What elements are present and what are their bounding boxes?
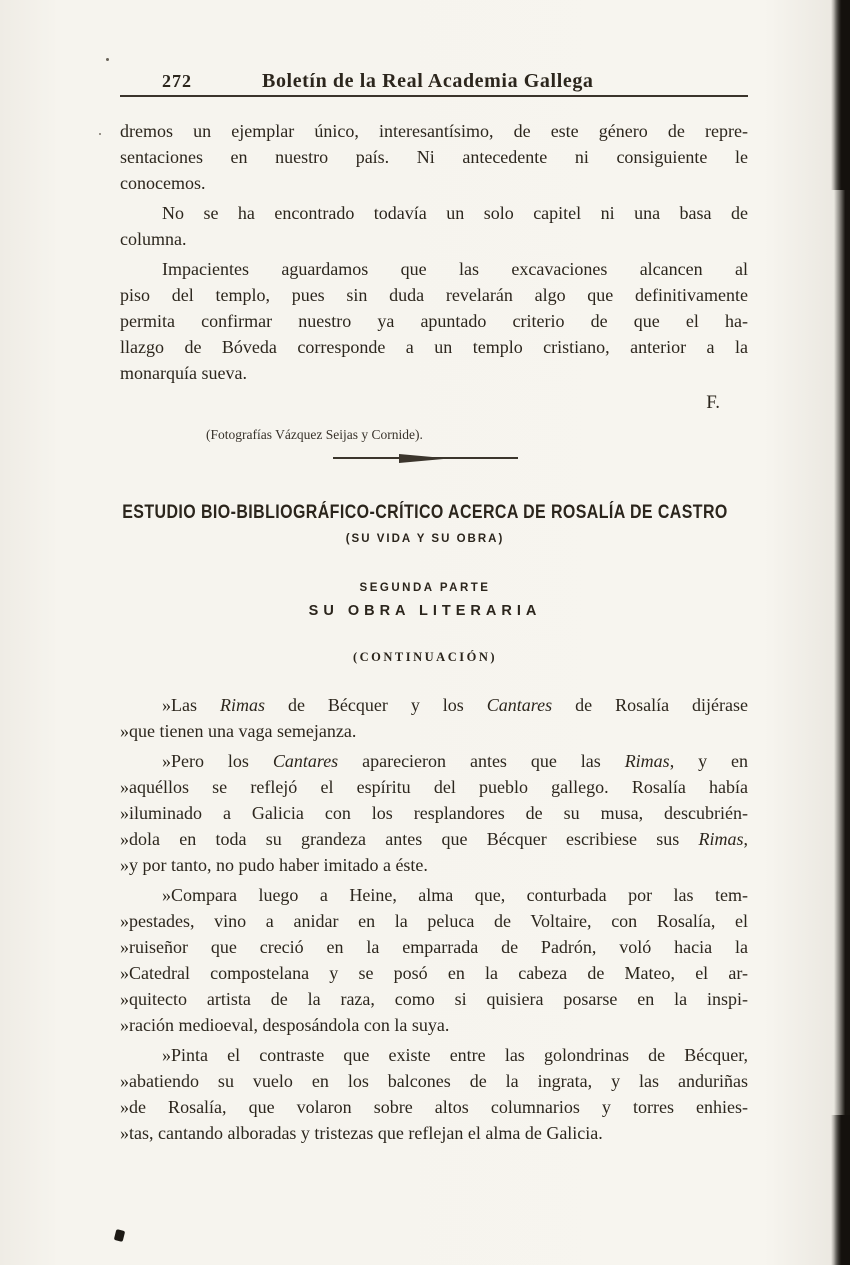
page-number: 272	[162, 71, 192, 91]
photo-credit: (Fotografías Vázquez Seijas y Cornide).	[206, 427, 423, 442]
author-signature: F.	[706, 392, 720, 413]
paragraph	[120, 256, 748, 386]
section-divider	[0, 452, 850, 464]
text-line: permita confirmar nuestro ya apuntado criterio de que el ha-	[120, 311, 748, 331]
text-line: »que tienen una vaga semejanza.	[120, 721, 357, 741]
article-body-text	[120, 692, 748, 1150]
scan-binding-shadow-top	[831, 0, 850, 190]
text-line: »ruiseñor que creció en la emparrada de Padrón, voló hacia la	[120, 937, 748, 957]
article-heading-block	[0, 502, 850, 665]
text-line: »dola en toda su grandeza antes que Bécquer escribiese sus Rimas,	[120, 829, 748, 849]
scan-artifact	[114, 1229, 125, 1242]
text-line: »iluminado a Galicia con los resplandores de su musa, descubrién-	[120, 803, 748, 823]
text-line: »y por tanto, no pudo haber imitado a éste.	[120, 855, 428, 875]
text-line: monarquía sueva.	[120, 363, 247, 383]
text-line: »ración medioeval, desposándola con la suya.	[120, 1015, 450, 1035]
text-line: »pestades, vino a anidar en la peluca de Voltaire, con Rosalía, el	[120, 911, 748, 931]
text-line: dremos un ejemplar único, interesantísimo, de este género de repre-	[120, 121, 748, 141]
scan-artifact	[106, 58, 109, 61]
paragraph	[120, 692, 748, 744]
section-title: SU OBRA LITERARIA	[308, 603, 542, 619]
part-label: SEGUNDA PARTE	[359, 582, 491, 594]
scan-artifact	[99, 133, 101, 135]
article-subtitle: (SU VIDA Y SU OBRA)	[345, 533, 505, 545]
text-line: »Las Rimas de Bécquer y los Cantares de Rosalía dijérase	[162, 695, 749, 715]
text-line: llazgo de Bóveda corresponde a un templo cristiano, anterior a la	[120, 337, 748, 357]
text-line: »Pinta el contraste que existe entre las golondrinas de Bécquer,	[162, 1045, 748, 1065]
text-line: »abatiendo su vuelo en los balcones de la ingrata, y las anduriñas	[120, 1071, 748, 1091]
scan-binding-shadow-bottom	[831, 1115, 850, 1265]
divider-arrow-icon	[399, 454, 449, 463]
text-line: »de Rosalía, que volaron sobre altos columnarios y torres enhies-	[120, 1097, 748, 1117]
paragraph	[120, 1042, 748, 1146]
text-line: Impacientes aguardamos que las excavaciones alcancen al	[162, 259, 748, 279]
continuation-label: (CONTINUACIÓN)	[352, 650, 498, 664]
text-line: No se ha encontrado todavía un solo capitel ni una basa de	[162, 203, 748, 223]
text-line: »quitecto artista de la raza, como si quisiera posarse en la inspi-	[120, 989, 748, 1009]
paragraph	[120, 882, 748, 1038]
text-line: »tas, cantando alboradas y tristezas que reflejan el alma de Galicia.	[120, 1123, 603, 1143]
text-line: »Compara luego a Heine, alma que, conturbada por las tem-	[162, 885, 748, 905]
header-rule	[120, 95, 748, 97]
text-line: sentaciones en nuestro país. Ni antecedente ni consiguiente le	[120, 147, 748, 167]
text-line: »Catedral compostelana y se posó en la cabeza de Mateo, el ar-	[120, 963, 748, 983]
paragraph	[120, 748, 748, 878]
text-line: »aquéllos se reflejó el espíritu del pueblo gallego. Rosalía había	[120, 777, 748, 797]
article-title: ESTUDIO BIO-BIBLIOGRÁFICO-CRÍTICO ACERCA DE ROSALÍA DE CASTRO	[122, 502, 728, 523]
article-ending-text	[120, 118, 748, 448]
journal-title: Boletín de la Real Academia Gallega	[262, 70, 594, 92]
text-line: columna.	[120, 229, 187, 249]
text-line: piso del templo, pues sin duda revelarán algo que definitivamente	[120, 285, 748, 305]
page-header	[120, 70, 748, 93]
paragraph	[120, 118, 748, 196]
paragraph	[120, 200, 748, 252]
text-line: conocemos.	[120, 173, 206, 193]
text-line: »Pero los Cantares aparecieron antes que las Rimas, y en	[162, 751, 749, 771]
